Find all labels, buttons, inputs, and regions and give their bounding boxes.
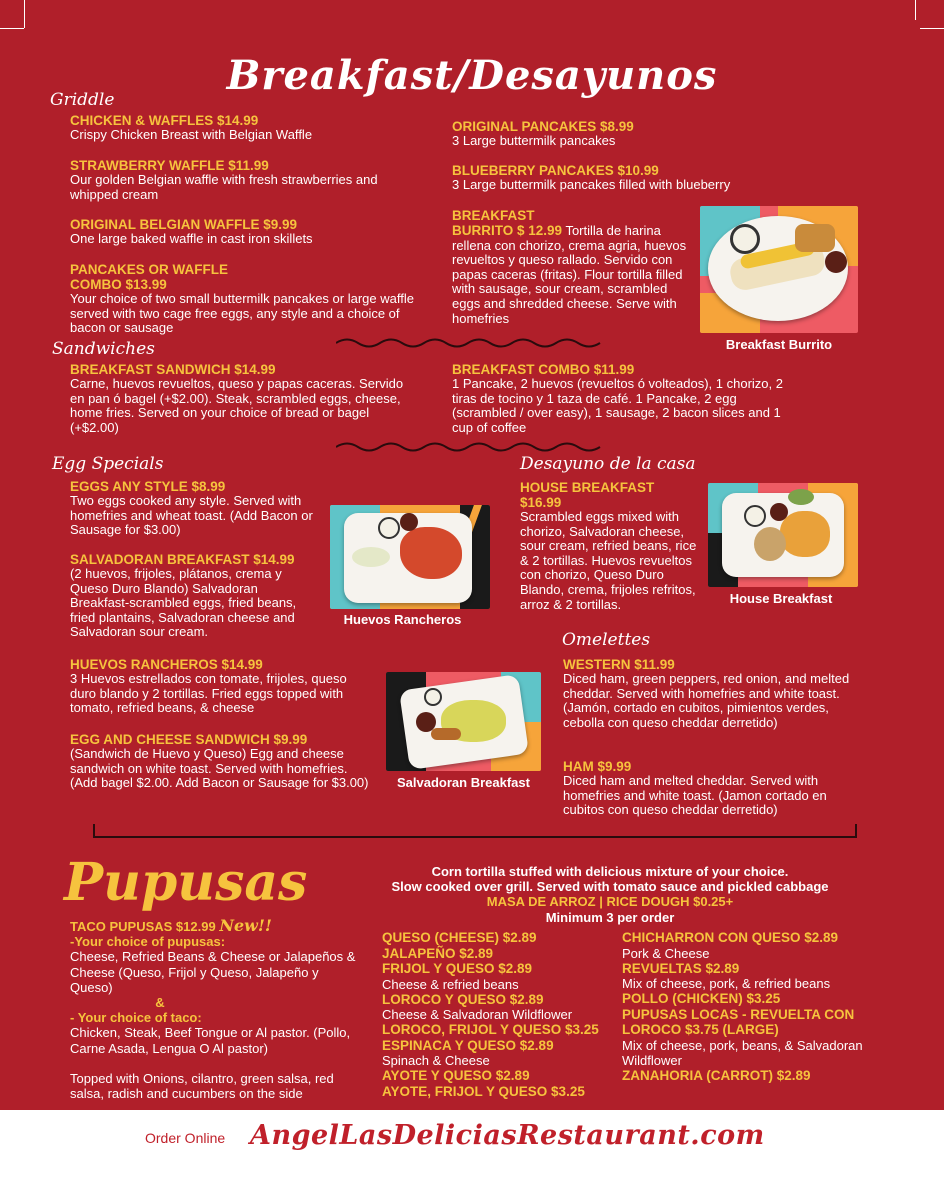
item-name: ORIGINAL BELGIAN WAFFLE $9.99 <box>70 217 298 232</box>
pupusa-name: LOROCO, FRIJOL Y QUESO $3.25 <box>382 1022 599 1037</box>
wave-divider <box>336 440 606 454</box>
item-description: Two eggs cooked any style. Served with homefries and wheat toast. (Add Bacon or Sausage for $3.00) <box>70 493 313 538</box>
section-heading-sandwiches: Sandwiches <box>52 339 155 359</box>
choice-desc: Topped with Onions, cilantro, green salsa, red salsa, radish and cucumbers on the side <box>70 1070 334 1102</box>
item-name: EGG AND CHEESE SANDWICH $9.99 <box>70 732 308 747</box>
menu-item <box>70 158 420 202</box>
choice-desc: Cheese, Refried Beans & Cheese or Jalapeños & Cheese (Queso, Frijol y Queso, Jalapeño y Queso) <box>70 949 356 995</box>
choice-desc: Chicken, Steak, Beef Tongue or Al pastor. (Pollo, Carne Asada, Lengua O Al pastor) <box>70 1025 351 1056</box>
pupusas-list-col2 <box>622 930 902 1083</box>
pupusa-name: LOROCO Y QUESO $2.89 <box>382 991 544 1007</box>
item-name: HUEVOS RANCHEROS $14.99 <box>70 657 263 672</box>
pupusa-name: ZANAHORIA (CARROT) $2.89 <box>622 1067 811 1083</box>
menu-item <box>563 657 863 730</box>
pupusa-desc: Spinach & Cheese <box>382 1053 490 1068</box>
item-name: BREAKFAST COMBO $11.99 <box>452 362 635 377</box>
pupusa-name: PUPUSAS LOCAS - REVUELTA CON LOROCO $3.75 (LARGE) <box>622 1006 855 1037</box>
item-description: 1 Pancake, 2 huevos (revueltos ó volteados), 1 chorizo, 2 tiras de tocino y 1 taza de café. 1 Pancake, 2 egg (scrambled / over easy), 1 sausage, 2 bacon slices and 1 cup of coffee <box>452 376 783 435</box>
pupusa-desc: Mix of cheese, pork, beans, & Salvadoran Wildflower <box>622 1037 863 1068</box>
item-name: CHICKEN & WAFFLES $14.99 <box>70 113 259 128</box>
website-link[interactable]: AngelLasDeliciasRestaurant.com <box>250 1120 765 1151</box>
item-description: 3 Huevos estrellados con tomate, frijoles, queso duro blando y 2 tortillas. Fried eggs topped with tomato, refried beans, & cheese <box>70 671 347 716</box>
choice-heading: -Your choice of pupusas: <box>70 934 226 950</box>
pupusa-name: QUESO (CHEESE) $2.89 <box>382 930 537 945</box>
menu-item <box>452 119 812 149</box>
item-description: Diced ham and melted cheddar. Served with homefries and white toast. (Jamon cortado en cubitos con queso cheddar derretido) <box>563 773 827 818</box>
pupusa-name: REVUELTAS $2.89 <box>622 960 740 976</box>
item-description: 3 Large buttermilk pancakes <box>452 133 616 148</box>
menu-item <box>70 262 415 336</box>
section-heading-omelettes: Omelettes <box>562 630 651 650</box>
photo-caption: Huevos Rancheros <box>343 612 462 627</box>
item-description: Crispy Chicken Breast with Belgian Waffle <box>70 127 313 142</box>
item-name: HOUSE BREAKFAST <box>520 480 655 495</box>
crop-mark <box>24 0 25 28</box>
crop-mark <box>920 28 944 29</box>
crop-mark <box>915 0 916 20</box>
item-name: BLUEBERRY PANCAKES $10.99 <box>452 163 659 178</box>
order-online-label: Order Online <box>145 1130 226 1146</box>
new-badge: New!! <box>219 916 272 935</box>
menu-item <box>520 480 708 612</box>
pupusa-desc: Pork & Cheese <box>622 945 710 961</box>
item-name: WESTERN $11.99 <box>563 657 675 672</box>
photo-caption: Breakfast Burrito <box>725 337 833 352</box>
item-name: TACO PUPUSAS $12.99 <box>70 919 216 934</box>
item-name: BURRITO $ 12.99 <box>452 223 563 238</box>
pupusa-name: JALAPEÑO $2.89 <box>382 945 494 961</box>
pupusa-name: POLLO (CHICKEN) $3.25 <box>622 991 781 1006</box>
salvadoran-breakfast-photo <box>386 672 541 771</box>
menu-item <box>70 113 430 143</box>
item-description: One large baked waffle in cast iron skillets <box>70 231 313 246</box>
pupusa-name: ESPINACA Y QUESO $2.89 <box>382 1037 554 1053</box>
choice-heading: - Your choice of taco: <box>70 1010 202 1026</box>
menu-item <box>70 217 430 247</box>
pupusa-name: AYOTE, FRIJOL Y QUESO $3.25 <box>382 1083 585 1099</box>
item-description: Tortilla de harina <box>565 223 661 238</box>
pupusa-name: CHICHARRON CON QUESO $2.89 <box>622 930 839 945</box>
page-title: Breakfast/Desayunos <box>226 52 718 99</box>
item-price: $16.99 <box>520 495 562 510</box>
menu-item <box>452 163 812 193</box>
item-description: 3 Large buttermilk pancakes filled with blueberry <box>452 177 731 192</box>
item-description: Your choice of two small buttermilk pancakes or large waffle served with two cage free eggs, any style and a choice of bacon or sausage <box>70 291 414 336</box>
breakfast-burrito-photo <box>700 206 858 333</box>
pupusa-name: AYOTE Y QUESO $2.89 <box>382 1068 530 1083</box>
photo-caption: Salvadoran Breakfast <box>397 775 530 790</box>
item-name: SALVADORAN BREAKFAST $14.99 <box>70 552 295 567</box>
item-name: HAM $9.99 <box>563 759 632 774</box>
pupusa-desc: Mix of cheese, pork, & refried beans <box>622 976 831 991</box>
minimum-note: Minimum 3 per order <box>545 910 675 925</box>
footer <box>0 1110 944 1200</box>
menu-item <box>70 479 320 538</box>
menu-item <box>70 552 320 640</box>
item-name: ORIGINAL PANCAKES $8.99 <box>452 119 634 134</box>
menu-item <box>452 362 797 435</box>
huevos-rancheros-photo <box>330 505 490 609</box>
pupusa-desc: Cheese & refried beans <box>382 976 519 992</box>
taco-pupusas <box>70 918 360 1101</box>
menu-item <box>70 657 370 716</box>
pupusas-title: Pupusas <box>64 852 308 913</box>
wave-divider <box>336 336 606 350</box>
section-divider <box>93 836 857 838</box>
pupusa-name: FRIJOL Y QUESO $2.89 <box>382 961 533 976</box>
section-heading-egg-specials: Egg Specials <box>52 454 164 474</box>
house-breakfast-photo <box>708 483 858 587</box>
menu-item <box>70 732 375 791</box>
section-heading-desayuno: Desayuno de la casa <box>520 454 696 474</box>
item-description: (2 huevos, frijoles, plátanos, crema y Queso Duro Blando) Salvadoran Breakfast-scrambled eggs, fried beans, fried plantains, Salvadoran cheese and Salvadoran sour cream. <box>70 566 297 640</box>
item-name: EGGS ANY STYLE $8.99 <box>70 479 226 494</box>
menu-item <box>563 759 863 818</box>
item-description: Our golden Belgian waffle with fresh strawberries and whipped cream <box>70 172 378 202</box>
menu-item <box>452 208 697 326</box>
item-description: Carne, huevos revueltos, queso y papas caceras. Servido en pan ó bagel (+$2.00). Steak, scrambled eggs, cheese, home fries. Served on your choice of bread or bagel (+$2.00) <box>70 376 404 435</box>
section-heading-griddle: Griddle <box>50 90 115 110</box>
intro-line: Corn tortilla stuffed with delicious mixture of your choice. <box>431 864 789 879</box>
masa-note: MASA DE ARROZ | RICE DOUGH $0.25+ <box>486 894 734 909</box>
item-description: Diced ham, green peppers, red onion, and melted cheddar. Served with homefries and white toast. (Jamón, cortado en cubitos, pimientos verdes, cebolla con queso cheddar derretido) <box>563 671 850 730</box>
item-description: (Sandwich de Huevo y Queso) Egg and cheese sandwich on white toast. Served with homefries. (Add bagel $2.00. Add Bacon or Sausage for $3.00) <box>70 746 369 791</box>
crop-mark <box>0 28 24 29</box>
item-name: BREAKFAST <box>452 208 535 223</box>
item-name: BREAKFAST SANDWICH $14.99 <box>70 362 276 377</box>
intro-line: Slow cooked over grill. Served with tomato sauce and pickled cabbage <box>391 879 829 894</box>
ampersand: & <box>155 995 165 1011</box>
photo-caption: House Breakfast <box>729 591 833 606</box>
pupusas-list-col1 <box>382 930 622 1099</box>
item-description: rellena con chorizo, crema agria, huevos revueltos y queso rallado. Servido con papas caceras (fritas). Flour tortilla filled with sausage, sour cream, scrambled eggs and shredded cheese. Serve with homefries <box>452 237 687 326</box>
pupusa-desc: Cheese & Salvadoran Wildflower <box>382 1007 573 1022</box>
menu-item <box>70 362 410 435</box>
item-name: PANCAKES OR WAFFLE COMBO $13.99 <box>70 262 228 292</box>
item-description: Scrambled eggs mixed with chorizo, Salvadoran cheese, sour cream, refried beans, rice & 2 tortillas. Huevos revueltos con chorizo, Queso Duro Blando, crema, frijoles refritos, arroz & 2 tortillas. <box>520 509 697 612</box>
item-name: STRAWBERRY WAFFLE $11.99 <box>70 158 269 173</box>
pupusas-intro <box>340 864 880 925</box>
